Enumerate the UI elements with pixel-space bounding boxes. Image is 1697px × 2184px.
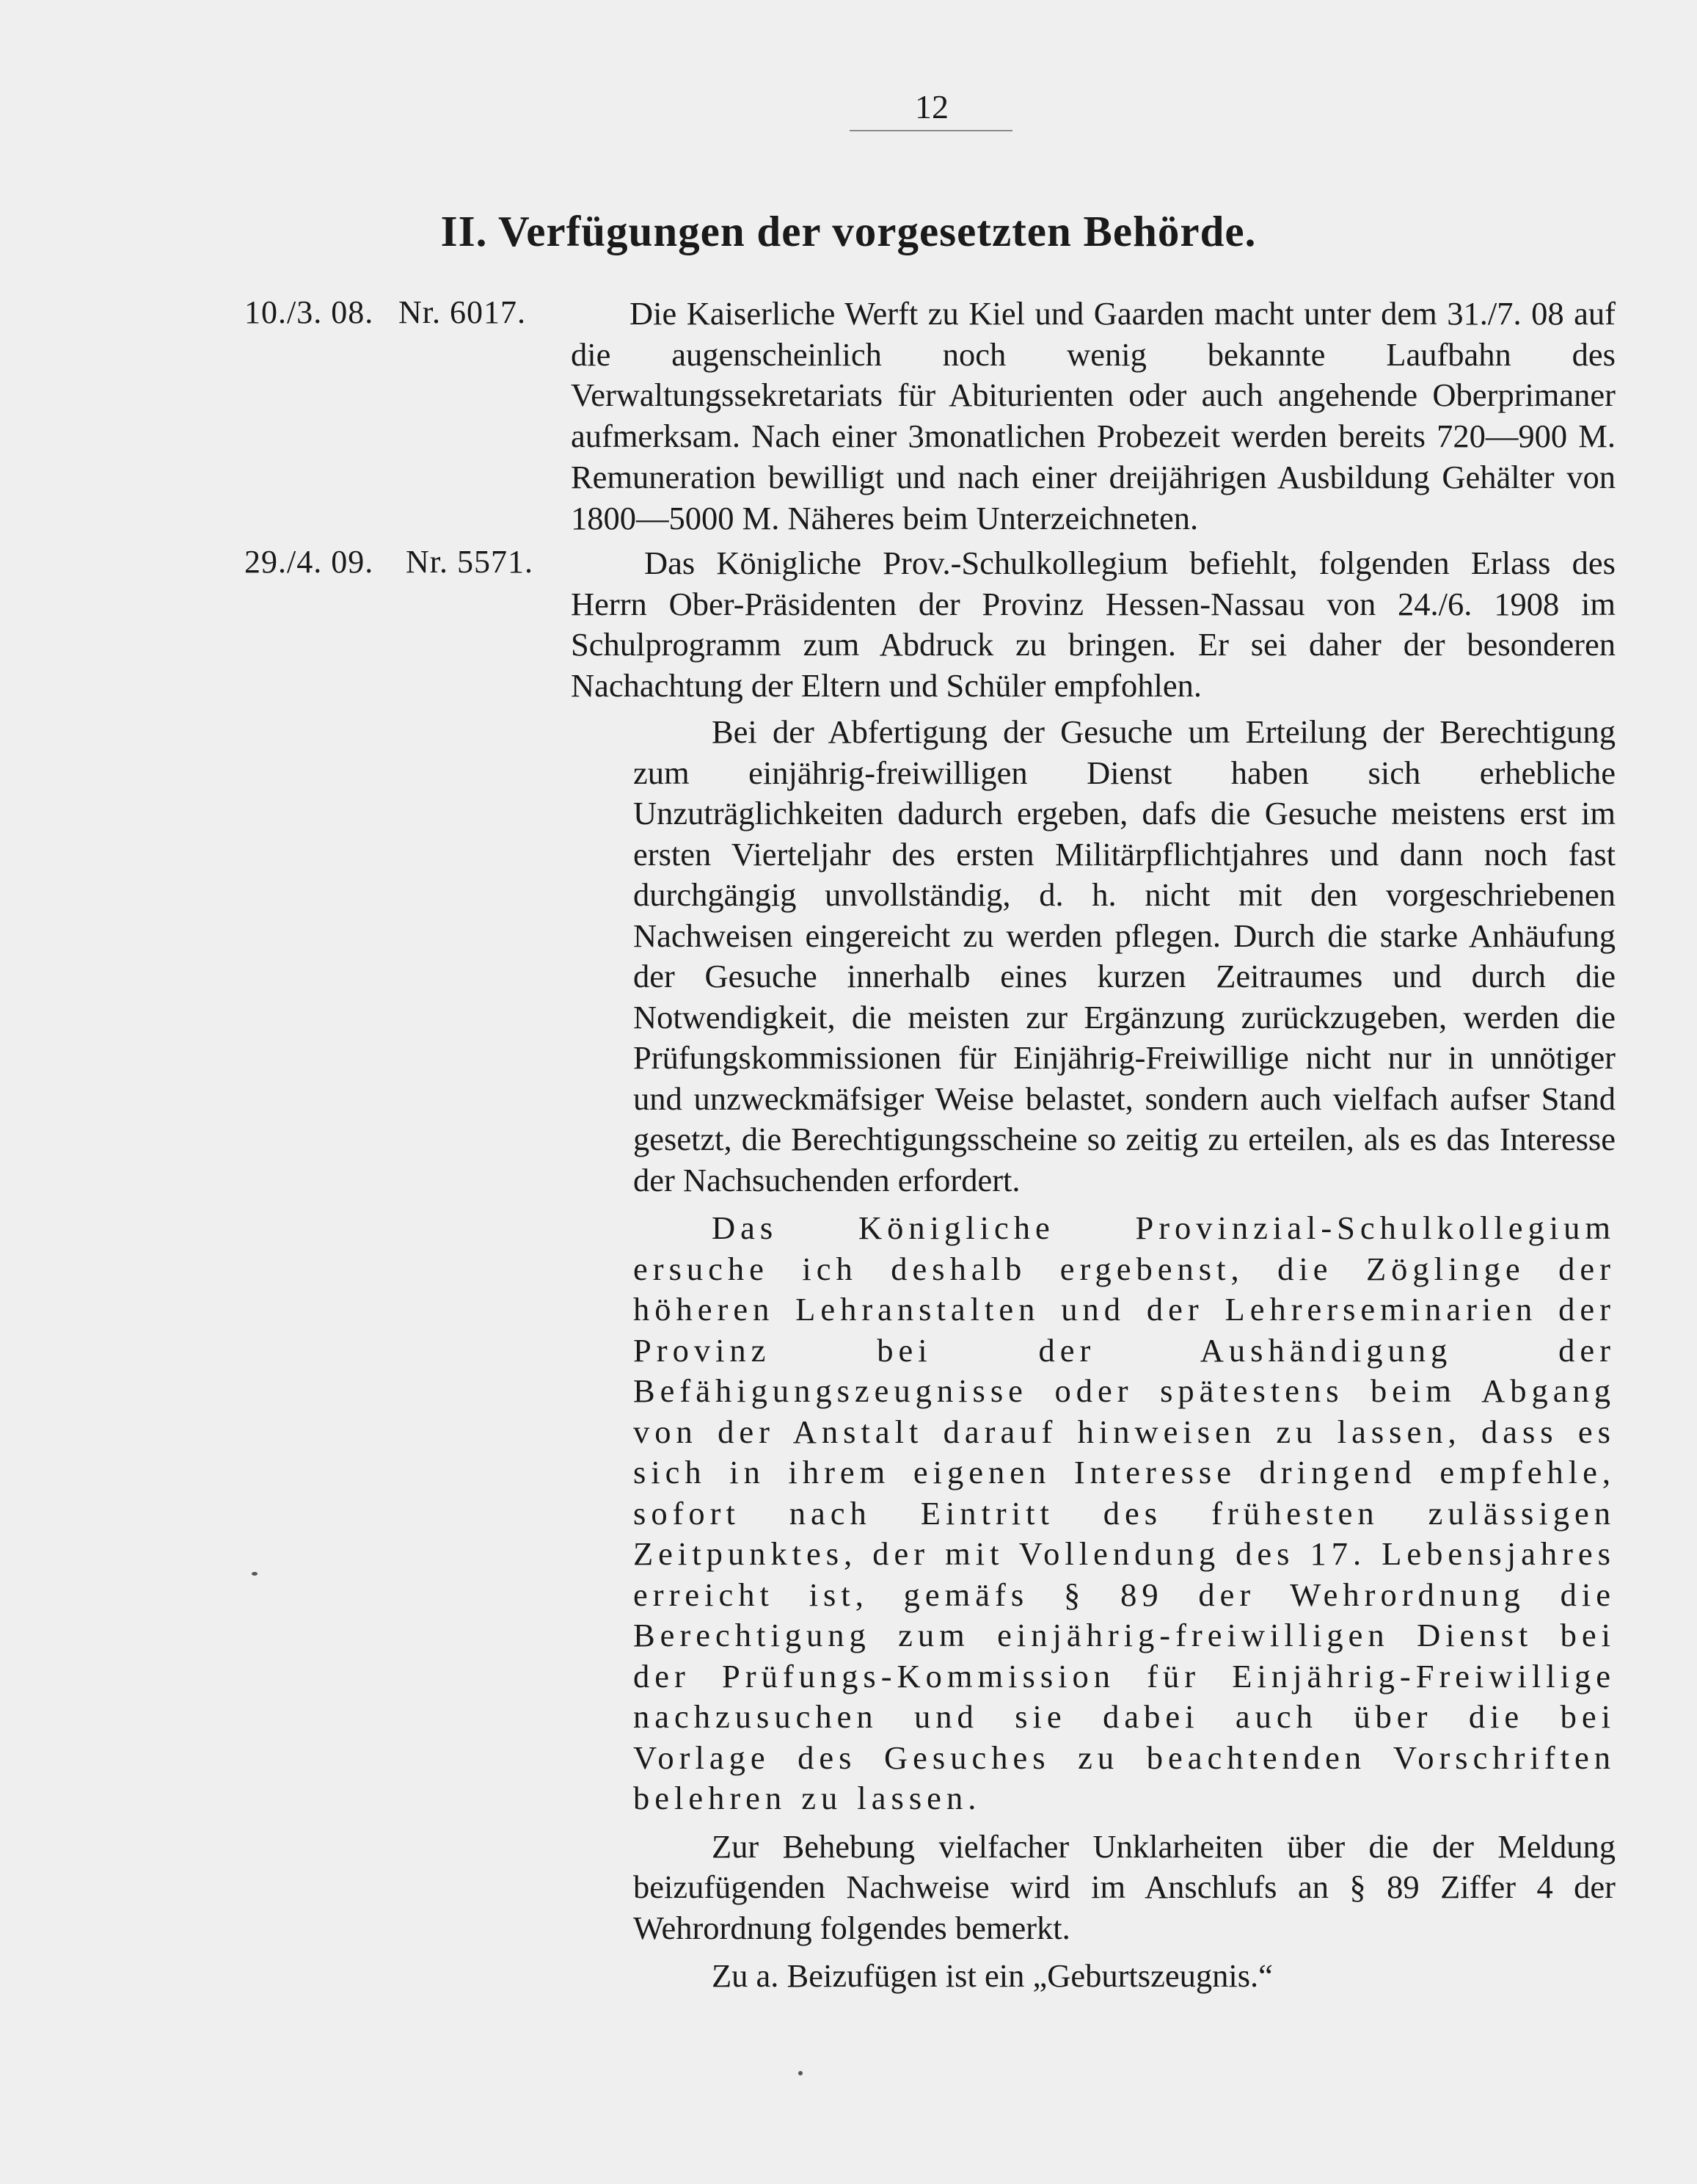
entry-2-number: Nr. 5571. — [406, 544, 533, 580]
print-speck — [798, 2071, 803, 2075]
entry-2-paragraph: Das Königliche Prov.-Schulkollegium befiehlt, folgenden Erlass des Herrn Ober-Präsidenten der Provinz Hessen-Nassau von 24./6. 1908 im Schulprogramm zum Abdruck zu bringen. Er sei daher der besonderen Nachachtung der Eltern und Schüler empfohlen. — [571, 545, 1616, 705]
entry-1-number: Nr. 6017. — [398, 294, 526, 330]
entry-2-date: 29./4. 09. — [244, 544, 374, 580]
entry-1-date: 10./3. 08. — [244, 294, 374, 330]
section-heading: II. Verfügungen der vorgesetzten Behörde. — [440, 207, 1257, 255]
decree-quotation — [633, 712, 1616, 2004]
entry-2-text — [571, 543, 1616, 707]
decree-paragraph-4: Zu a. Beizufügen ist ein „Geburtszeugnis.“ — [712, 1957, 1273, 1994]
entry-1-text — [571, 294, 1616, 539]
page-number: 12 — [915, 88, 949, 125]
decree-paragraph-3: Zur Behebung vielfacher Unklarheiten über die der Meldung beizufügenden Nachweise wird im Anschlufs an § 89 Ziffer 4 der Wehrordnung folgendes bemerkt. — [633, 1827, 1616, 1946]
decree-paragraph-1: Bei der Abfertigung der Gesuche um Erteilung der Berechtigung zum einjährig-freiwilligen Dienst haben sich erhebliche Unzuträglichkeiten dadurch ergeben, dafs die Gesuche meistens erst im ersten Vierteljahr des ersten Militärpflichtjahres und dann noch fast durchgängig unvollständig, d. h. nicht mit den vorgeschriebenen Nachweisen eingereicht zu werden pflegen. Durch die starke Anhäufung der Gesuche innerhalb eines kurzen Zeitraumes und durch die Notwendigkeit, die meisten zur Ergänzung zurückzugeben, werden die Prüfungskommissionen für Einjährig-Freiwillige nicht nur in unnötiger und unzweckmäfsiger Weise belastet, sondern auch vielfach aufser Stand gesetzt, die Berechtigungsscheine so zeitig zu erteilen, als es das Interesse der Nachsuchenden erfordert. — [633, 713, 1616, 1198]
print-speck — [252, 1572, 258, 1576]
entry-1-paragraph: Die Kaiserliche Werft zu Kiel und Gaarden macht unter dem 31./7. 08 auf die augenscheinlich noch wenig bekannte Laufbahn des Verwaltungssekretariats für Abiturienten oder auch angehende Oberprimaner aufmerksam. Nach einer 3monatlichen Probezeit werden bereits 720—900 M. Remuneration bewilligt und nach einer dreijährigen Ausbildung Gehälter von 1800—5000 M. Näheres beim Unterzeichneten. — [571, 295, 1616, 536]
decree-paragraph-2: Das Königliche Provinzial-Schulkollegium ersuche ich deshalb ergebenst, die Zöglinge der höheren Lehranstalten und der Lehrerseminarien der Provinz bei der Aushändigung der Befähigungszeugnisse oder spätestens beim Abgang von der Anstalt darauf hinweisen zu lassen, dass es sich in ihrem eigenen Interesse dringend empfehle, sofort nach Eintritt des frühesten zulässigen Zeitpunktes, der mit Vollendung des 17. Lebensjahres erreicht ist, gemäfs § 89 der Wehrordnung die Berechtigung zum einjährig-freiwilligen Dienst bei der Prüfungs-Kommission für Einjährig-Freiwillige nachzusuchen und sie dabei auch über die bei Vorlage des Gesuches zu beachtenden Vorschriften belehren zu lassen. — [633, 1209, 1616, 1816]
page-number-rule — [850, 130, 1012, 131]
